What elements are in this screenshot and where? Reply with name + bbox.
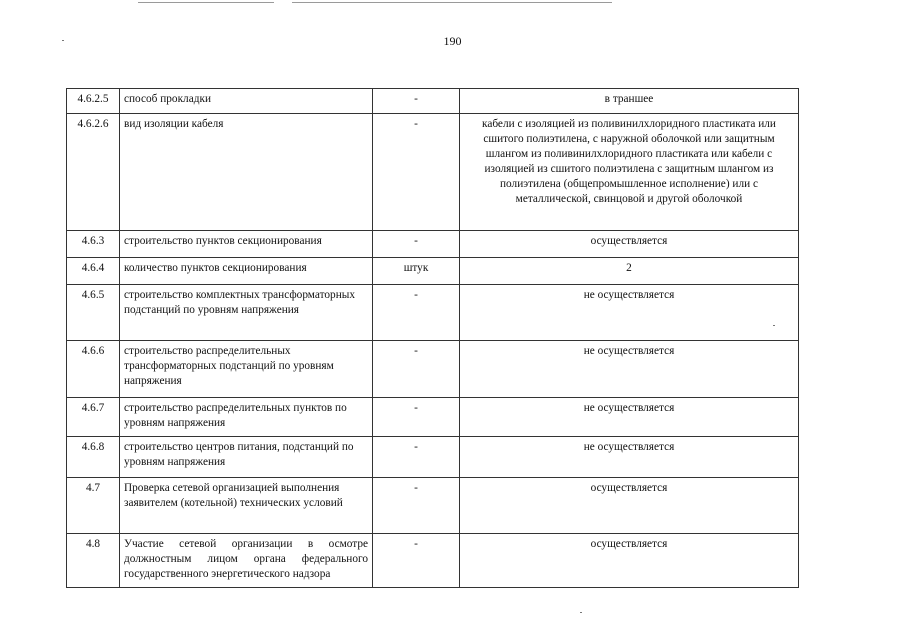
row-number: 4.6.2.5	[67, 89, 120, 114]
row-value: осуществляется	[460, 231, 799, 258]
row-name: строительство распределительных пунктов по уровням напряжения	[120, 398, 373, 437]
row-name: строительство пунктов секционирования	[120, 231, 373, 258]
table-row	[67, 398, 799, 437]
row-value: кабели с изоляцией из поливинилхлоридного пластиката или сшитого полиэтилена, с наружной оболочкой или защитным шлангом из поливинилхлоридного пластиката или кабели с изоляцией из сшитого полиэтилена с защитным шлангом из полиэтилена (общепромышленное исполнение) или с металлической, свинцовой и другой оболочкой	[460, 114, 799, 231]
table-row	[67, 89, 799, 114]
row-name: строительство комплектных трансформаторных подстанций по уровням напряжения	[120, 285, 373, 341]
table-row	[67, 258, 799, 285]
row-name: Проверка сетевой организацией выполнения заявителем (котельной) технических условий	[120, 478, 373, 534]
scan-speck	[62, 40, 64, 41]
row-name: строительство распределительных трансформаторных подстанций по уровням напряжения	[120, 341, 373, 398]
top-rule-right	[292, 2, 612, 3]
row-name: Участие сетевой организации в осмотре должностным лицом органа федерального государственного энергетического надзора	[120, 534, 373, 588]
row-unit: -	[373, 114, 460, 231]
row-value: не осуществляется	[460, 341, 799, 398]
row-value: осуществляется	[460, 478, 799, 534]
table-row	[67, 114, 799, 231]
row-unit: -	[373, 478, 460, 534]
row-unit: -	[373, 89, 460, 114]
row-value: в траншее	[460, 89, 799, 114]
row-name: вид изоляции кабеля	[120, 114, 373, 231]
row-name: строительство центров питания, подстанций по уровням напряжения	[120, 437, 373, 478]
table-row	[67, 341, 799, 398]
table-row	[67, 478, 799, 534]
row-number: 4.6.8	[67, 437, 120, 478]
row-number: 4.6.6	[67, 341, 120, 398]
row-value: осуществляется	[460, 534, 799, 588]
row-number: 4.6.4	[67, 258, 120, 285]
row-unit: -	[373, 398, 460, 437]
table-row	[67, 285, 799, 341]
row-unit: -	[373, 285, 460, 341]
top-rule-left	[138, 2, 274, 3]
scan-speck	[580, 612, 582, 613]
table-row	[67, 437, 799, 478]
row-unit: -	[373, 231, 460, 258]
document-table	[66, 88, 799, 588]
row-value: не осуществляется	[460, 437, 799, 478]
row-value: 2	[460, 258, 799, 285]
row-name: количество пунктов секционирования	[120, 258, 373, 285]
row-name: способ прокладки	[120, 89, 373, 114]
row-number: 4.8	[67, 534, 120, 588]
page-number: 190	[443, 34, 462, 48]
row-number: 4.6.5	[67, 285, 120, 341]
row-unit: штук	[373, 258, 460, 285]
row-number: 4.6.2.6	[67, 114, 120, 231]
row-number: 4.6.3	[67, 231, 120, 258]
table-row	[67, 534, 799, 588]
table-row	[67, 231, 799, 258]
row-number: 4.6.7	[67, 398, 120, 437]
row-unit: -	[373, 437, 460, 478]
row-value: не осуществляется	[460, 285, 799, 341]
row-unit: -	[373, 534, 460, 588]
row-value: не осуществляется	[460, 398, 799, 437]
row-number: 4.7	[67, 478, 120, 534]
row-unit: -	[373, 341, 460, 398]
